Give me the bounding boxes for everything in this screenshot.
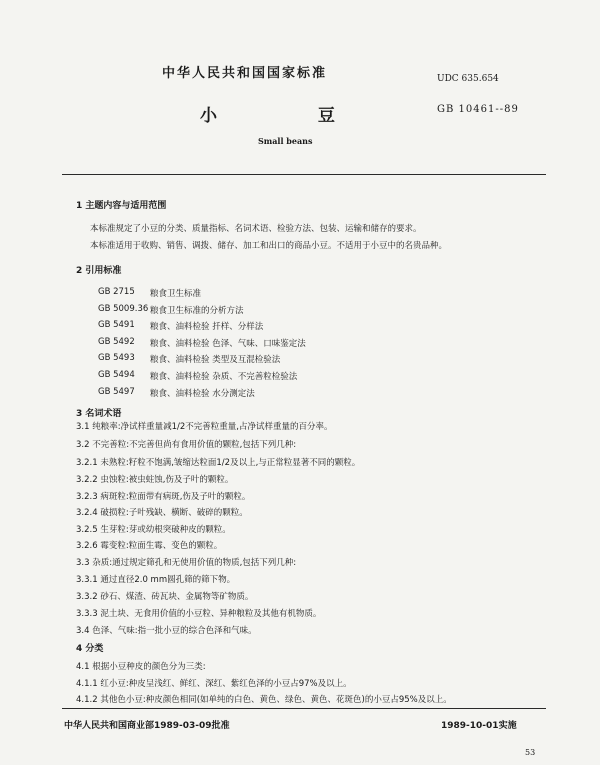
approval-statement: 中华人民共和国商业部1989-03-09批准 [64,721,230,731]
reference-code: GB 5491 [98,320,135,331]
reference-code: GB 5497 [98,386,135,397]
english-title: Small beans [258,136,313,146]
document-title: 小 豆 [200,106,335,126]
section-1-paragraph-2: 本标准适用于收购、销售、调拨、储存、加工和出口的商品小豆。不适用于小豆中的名贵品种。 [90,241,448,251]
term-item: 3.2.6 霉变粒:粒面生霉、变色的颗粒。 [76,541,223,551]
term-item: 3.2 不完善粒:不完善但尚有食用价值的颗粒,包括下列几种: [76,440,297,450]
classification-item: 4.1.1 红小豆:种皮呈浅红、鲜红、深红、紫红色泽的小豆占97%及以上。 [76,679,352,689]
term-item: 3.2.5 生芽粒:芽或幼根突破种皮的颗粒。 [76,525,231,535]
term-item: 3.3.3 泥土块、无食用价值的小豆粒、异种粮粒及其他有机物质。 [76,609,322,619]
term-item: 3.3.2 砂石、煤渣、砖瓦块、金属物等矿物质。 [76,592,254,602]
classification-item: 4.1.2 其他色小豆:种皮颜色相同(如单纯的白色、黄色、绿色、黄色、花斑色)的小豆占95%及以上。 [76,695,452,705]
section-3-heading: 3 名词术语 [76,409,122,419]
classification-item: 4.1 根据小豆种皮的颜色分为三类: [76,662,206,672]
reference-code: GB 5492 [98,336,135,347]
reference-title: 粮食、油料检验 杂质、不完善粒检验法 [150,372,298,382]
section-1-paragraph-1: 本标准规定了小豆的分类、质量指标、名词术语、检验方法、包装、运输和储存的要求。 [90,224,422,234]
gb-code: GB 10461--89 [437,104,519,115]
reference-code: GB 5009.36 [98,303,149,314]
term-item: 3.3.1 通过直径2.0 mm圆孔筛的筛下物。 [76,575,236,585]
reference-code: GB 2715 [98,287,135,297]
term-item: 3.2.1 未熟粒:籽粒不饱满,皱缩达粒面1/2及以上,与正常粒显著不同的颗粒。 [76,458,361,468]
term-item: 3.1 纯粮率:净试样重量减1/2不完善粒重量,占净试样重量的百分率。 [76,422,333,432]
term-item: 3.2.4 破损粒:子叶残缺、横断、破碎的颗粒。 [76,508,248,518]
footer-divider [62,708,546,709]
reference-title: 粮食、油料检验 色泽、气味、口味鉴定法 [150,338,306,349]
reference-title: 粮食卫生标准 [150,289,202,299]
standard-body-title: 中华人民共和国国家标准 [162,66,328,81]
term-item: 3.2.3 病斑粒:粒面带有病斑,伤及子叶的颗粒。 [76,492,251,502]
section-1-heading: 1 主题内容与适用范围 [76,201,167,211]
term-item: 3.2.2 虫蚀粒:被虫蛀蚀,伤及子叶的颗粒。 [76,475,234,485]
term-item: 3.3 杂质:通过规定筛孔和无使用价值的物质,包括下列几种: [76,558,297,568]
reference-title: 粮食、油料检验 类型及互混检验法 [150,355,281,366]
udc-code: UDC 635.654 [437,74,499,84]
page-number: 53 [525,748,536,757]
header-divider [62,174,546,175]
implementation-date: 1989-10-01实施 [441,721,517,731]
reference-code: GB 5493 [98,353,135,364]
reference-title: 粮食、油料检验 水分测定法 [150,388,255,399]
section-2-heading: 2 引用标准 [76,266,122,276]
reference-code: GB 5494 [98,370,135,380]
section-4-heading: 4 分类 [76,644,104,654]
term-item: 3.4 色泽、气味:指一批小豆的综合色泽和气味。 [76,626,257,636]
reference-title: 粮食、油料检验 扦样、分样法 [150,322,264,333]
reference-title: 粮食卫生标准的分析方法 [150,305,244,316]
